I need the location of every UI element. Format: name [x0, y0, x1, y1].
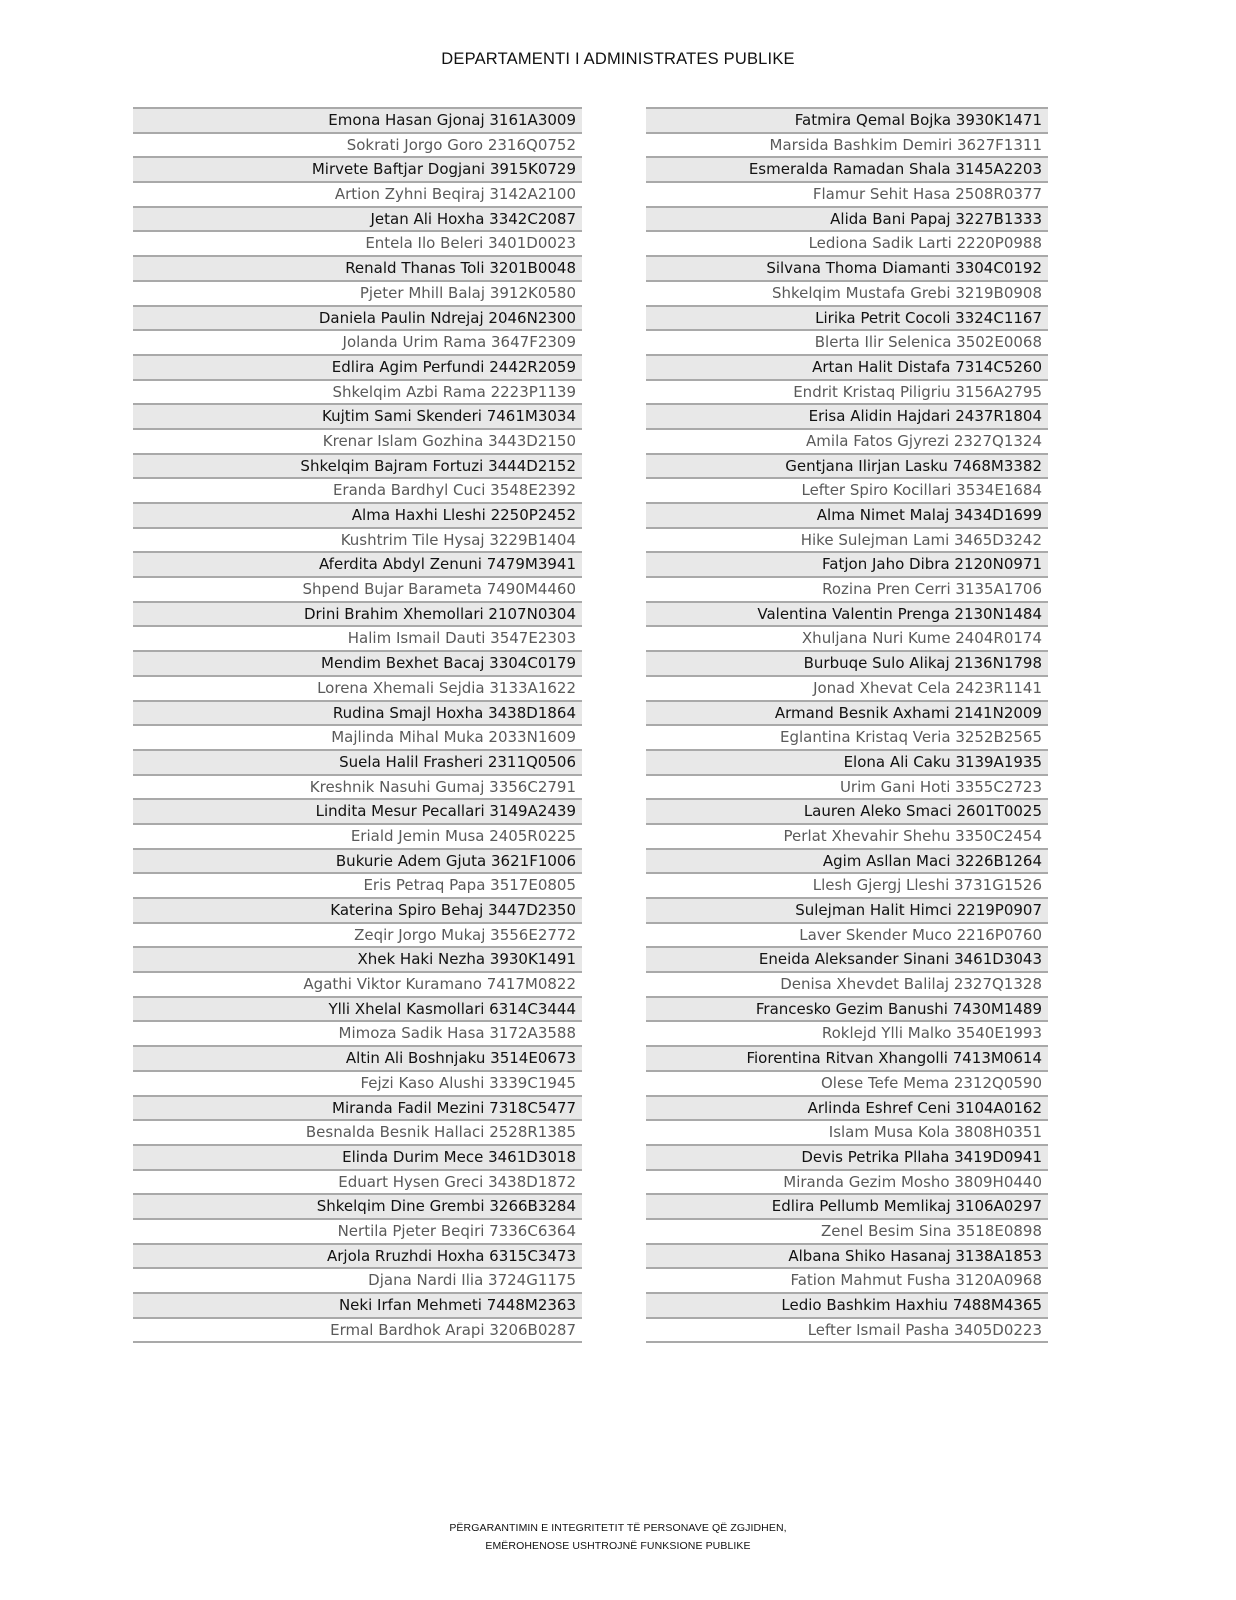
- list-item: Eglantina Kristaq Veria 3252B2565: [646, 724, 1048, 749]
- list-item: Lefter Ismail Pasha 3405D0223: [646, 1317, 1048, 1342]
- list-item: Elona Ali Caku 3139A1935: [646, 749, 1048, 774]
- list-item: Mendim Bexhet Bacaj 3304C0179: [133, 650, 582, 675]
- list-item: Nertila Pjeter Beqiri 7336C6364: [133, 1218, 582, 1243]
- list-item: Pjeter Mhill Balaj 3912K0580: [133, 280, 582, 305]
- list-item: Laver Skender Muco 2216P0760: [646, 922, 1048, 947]
- list-item: Gentjana Ilirjan Lasku 7468M3382: [646, 453, 1048, 478]
- footer-line-2: EMËROHENOSE USHTROJNË FUNKSIONE PUBLIKE: [485, 1540, 751, 1552]
- list-item: Eneida Aleksander Sinani 3461D3043: [646, 946, 1048, 971]
- list-item: Artan Halit Distafa 7314C5260: [646, 354, 1048, 379]
- list-item: Drini Brahim Xhemollari 2107N0304: [133, 601, 582, 626]
- list-item: Shkelqim Azbi Rama 2223P1139: [133, 379, 582, 404]
- list-item: Llesh Gjergj Lleshi 3731G1526: [646, 872, 1048, 897]
- list-item: Hike Sulejman Lami 3465D3242: [646, 527, 1048, 552]
- list-item: Edlira Pellumb Memlikaj 3106A0297: [646, 1193, 1048, 1218]
- list-item: Halim Ismail Dauti 3547E2303: [133, 625, 582, 650]
- list-item: Lediona Sadik Larti 2220P0988: [646, 230, 1048, 255]
- list-item: Agathi Viktor Kuramano 7417M0822: [133, 971, 582, 996]
- list-item: Aferdita Abdyl Zenuni 7479M3941: [133, 551, 582, 576]
- page-footer: [0, 1519, 1236, 1555]
- list-item: Arjola Rruzhdi Hoxha 6315C3473: [133, 1243, 582, 1268]
- list-item: Lindita Mesur Pecallari 3149A2439: [133, 798, 582, 823]
- list-item: Emona Hasan Gjonaj 3161A3009: [133, 107, 582, 132]
- list-item: Islam Musa Kola 3808H0351: [646, 1119, 1048, 1144]
- list-item: Valentina Valentin Prenga 2130N1484: [646, 601, 1048, 626]
- footer-line-1: PËRGARANTIMIN E INTEGRITETIT TË PERSONAVE QË ZGJIDHEN,: [449, 1522, 787, 1534]
- list-item: Francesko Gezim Banushi 7430M1489: [646, 996, 1048, 1021]
- list-item: Endrit Kristaq Piligriu 3156A2795: [646, 379, 1048, 404]
- list-item: Flamur Sehit Hasa 2508R0377: [646, 181, 1048, 206]
- list-item: Altin Ali Boshnjaku 3514E0673: [133, 1045, 582, 1070]
- list-item: Agim Asllan Maci 3226B1264: [646, 848, 1048, 873]
- list-item: Eduart Hysen Greci 3438D1872: [133, 1169, 582, 1194]
- list-item: Xhuljana Nuri Kume 2404R0174: [646, 625, 1048, 650]
- list-item: Arlinda Eshref Ceni 3104A0162: [646, 1095, 1048, 1120]
- list-item: Kreshnik Nasuhi Gumaj 3356C2791: [133, 774, 582, 799]
- list-item: Silvana Thoma Diamanti 3304C0192: [646, 255, 1048, 280]
- list-item: Zenel Besim Sina 3518E0898: [646, 1218, 1048, 1243]
- list-item: Renald Thanas Toli 3201B0048: [133, 255, 582, 280]
- list-bottom-rule: [133, 1341, 582, 1343]
- list-item: Shpend Bujar Barameta 7490M4460: [133, 576, 582, 601]
- list-item: Ylli Xhelal Kasmollari 6314C3444: [133, 996, 582, 1021]
- list-item: Kushtrim Tile Hysaj 3229B1404: [133, 527, 582, 552]
- list-item: Denisa Xhevdet Balilaj 2327Q1328: [646, 971, 1048, 996]
- list-item: Suela Halil Frasheri 2311Q0506: [133, 749, 582, 774]
- name-list-left: [133, 107, 582, 1343]
- list-item: Xhek Haki Nezha 3930K1491: [133, 946, 582, 971]
- list-item: Djana Nardi Ilia 3724G1175: [133, 1267, 582, 1292]
- list-item: Eriald Jemin Musa 2405R0225: [133, 823, 582, 848]
- list-item: Shkelqim Dine Grembi 3266B3284: [133, 1193, 582, 1218]
- list-item: Marsida Bashkim Demiri 3627F1311: [646, 132, 1048, 157]
- list-item: Fatjon Jaho Dibra 2120N0971: [646, 551, 1048, 576]
- list-item: Shkelqim Mustafa Grebi 3219B0908: [646, 280, 1048, 305]
- list-item: Shkelqim Bajram Fortuzi 3444D2152: [133, 453, 582, 478]
- list-item: Ermal Bardhok Arapi 3206B0287: [133, 1317, 582, 1342]
- list-item: Devis Petrika Pllaha 3419D0941: [646, 1144, 1048, 1169]
- list-item: Urim Gani Hoti 3355C2723: [646, 774, 1048, 799]
- list-item: Mimoza Sadik Hasa 3172A3588: [133, 1020, 582, 1045]
- list-item: Miranda Fadil Mezini 7318C5477: [133, 1095, 582, 1120]
- list-item: Krenar Islam Gozhina 3443D2150: [133, 428, 582, 453]
- list-bottom-rule: [646, 1341, 1048, 1343]
- list-item: Armand Besnik Axhami 2141N2009: [646, 700, 1048, 725]
- list-item: Jonad Xhevat Cela 2423R1141: [646, 675, 1048, 700]
- list-item: Rozina Pren Cerri 3135A1706: [646, 576, 1048, 601]
- list-item: Albana Shiko Hasanaj 3138A1853: [646, 1243, 1048, 1268]
- list-item: Eris Petraq Papa 3517E0805: [133, 872, 582, 897]
- list-item: Eranda Bardhyl Cuci 3548E2392: [133, 477, 582, 502]
- list-item: Edlira Agim Perfundi 2442R2059: [133, 354, 582, 379]
- list-item: Esmeralda Ramadan Shala 3145A2203: [646, 156, 1048, 181]
- list-item: Alma Nimet Malaj 3434D1699: [646, 502, 1048, 527]
- list-item: Sokrati Jorgo Goro 2316Q0752: [133, 132, 582, 157]
- list-item: Jetan Ali Hoxha 3342C2087: [133, 206, 582, 231]
- list-item: Majlinda Mihal Muka 2033N1609: [133, 724, 582, 749]
- list-item: Alida Bani Papaj 3227B1333: [646, 206, 1048, 231]
- list-item: Jolanda Urim Rama 3647F2309: [133, 329, 582, 354]
- list-item: Alma Haxhi Lleshi 2250P2452: [133, 502, 582, 527]
- page-title: DEPARTAMENTI I ADMINISTRATES PUBLIKE: [441, 50, 795, 68]
- list-item: Entela Ilo Beleri 3401D0023: [133, 230, 582, 255]
- list-item: Besnalda Besnik Hallaci 2528R1385: [133, 1119, 582, 1144]
- list-item: Olese Tefe Mema 2312Q0590: [646, 1070, 1048, 1095]
- list-item: Fatmira Qemal Bojka 3930K1471: [646, 107, 1048, 132]
- list-item: Kujtim Sami Skenderi 7461M3034: [133, 403, 582, 428]
- list-item: Roklejd Ylli Malko 3540E1993: [646, 1020, 1048, 1045]
- list-item: Lefter Spiro Kocillari 3534E1684: [646, 477, 1048, 502]
- list-item: Sulejman Halit Himci 2219P0907: [646, 897, 1048, 922]
- list-item: Lorena Xhemali Sejdia 3133A1622: [133, 675, 582, 700]
- list-item: Burbuqe Sulo Alikaj 2136N1798: [646, 650, 1048, 675]
- list-item: Rudina Smajl Hoxha 3438D1864: [133, 700, 582, 725]
- list-item: Perlat Xhevahir Shehu 3350C2454: [646, 823, 1048, 848]
- list-item: Erisa Alidin Hajdari 2437R1804: [646, 403, 1048, 428]
- list-item: Lirika Petrit Cocoli 3324C1167: [646, 305, 1048, 330]
- list-item: Artion Zyhni Beqiraj 3142A2100: [133, 181, 582, 206]
- list-item: Miranda Gezim Mosho 3809H0440: [646, 1169, 1048, 1194]
- list-item: Neki Irfan Mehmeti 7448M2363: [133, 1292, 582, 1317]
- list-item: Ledio Bashkim Haxhiu 7488M4365: [646, 1292, 1048, 1317]
- list-item: Mirvete Baftjar Dogjani 3915K0729: [133, 156, 582, 181]
- list-item: Fejzi Kaso Alushi 3339C1945: [133, 1070, 582, 1095]
- list-item: Fiorentina Ritvan Xhangolli 7413M0614: [646, 1045, 1048, 1070]
- name-list-right: [646, 107, 1048, 1343]
- list-item: Bukurie Adem Gjuta 3621F1006: [133, 848, 582, 873]
- list-item: Amila Fatos Gjyrezi 2327Q1324: [646, 428, 1048, 453]
- list-item: Zeqir Jorgo Mukaj 3556E2772: [133, 922, 582, 947]
- list-item: Blerta Ilir Selenica 3502E0068: [646, 329, 1048, 354]
- list-item: Elinda Durim Mece 3461D3018: [133, 1144, 582, 1169]
- list-item: Fation Mahmut Fusha 3120A0968: [646, 1267, 1048, 1292]
- list-item: Lauren Aleko Smaci 2601T0025: [646, 798, 1048, 823]
- list-item: Daniela Paulin Ndrejaj 2046N2300: [133, 305, 582, 330]
- list-item: Katerina Spiro Behaj 3447D2350: [133, 897, 582, 922]
